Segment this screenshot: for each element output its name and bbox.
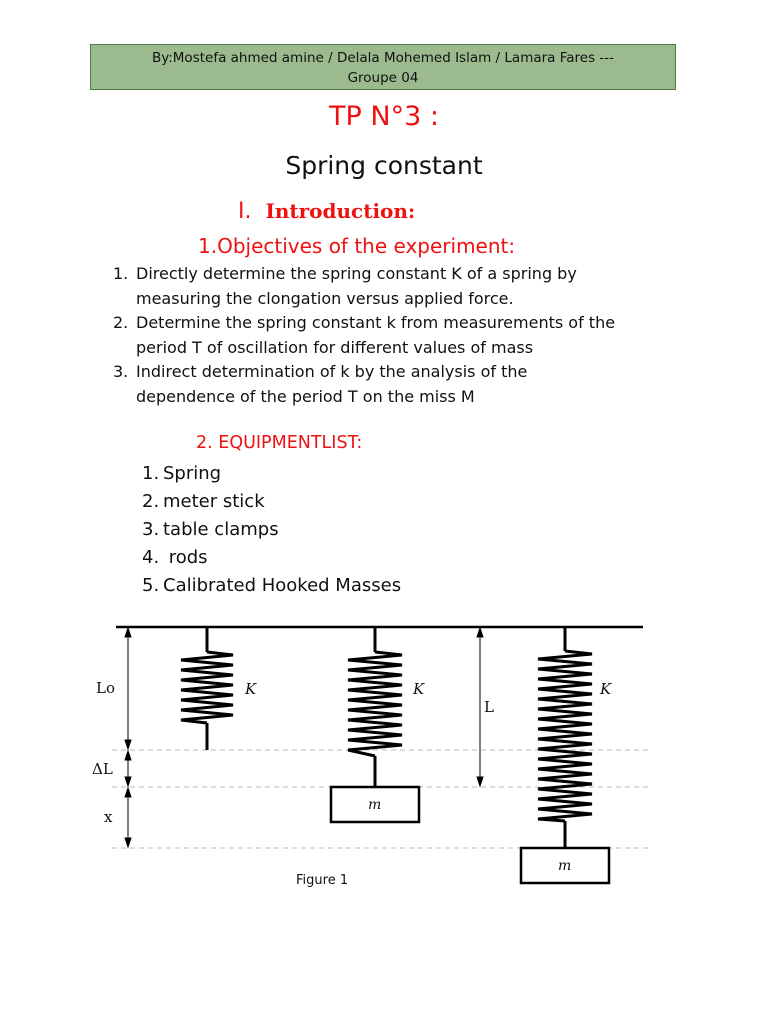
spring-diagram xyxy=(0,612,768,892)
page-title: TP N°3 : xyxy=(329,101,439,132)
objectives-list xyxy=(113,262,683,409)
equipment-label: Calibrated Hooked Masses xyxy=(163,575,402,596)
mass-2-label: m xyxy=(368,797,382,813)
equipment-item xyxy=(142,460,401,488)
spring-3 xyxy=(538,627,592,848)
authors-line-2: Groupe 04 xyxy=(347,70,419,86)
equipment-label: Spring xyxy=(163,463,222,484)
objective-number: 3. xyxy=(113,362,129,381)
section-label: Introduction: xyxy=(265,199,416,223)
equipment-number: 5. xyxy=(142,575,160,596)
length-l-arrow xyxy=(477,628,483,786)
equipment-number: 4. xyxy=(142,547,160,568)
equipment-item xyxy=(142,544,401,572)
authors-line-1: By:Mostefa ahmed amine / Delala Mohemed Islam / Lamara Fares --- xyxy=(151,50,615,66)
equipment-label: rods xyxy=(163,547,208,568)
equipment-number: 2. xyxy=(142,491,160,512)
objective-item-3 xyxy=(113,360,683,409)
section-heading-introduction xyxy=(238,199,415,224)
section-number: I. xyxy=(238,199,252,224)
equipment-item xyxy=(142,488,401,516)
equipment-item xyxy=(142,516,401,544)
objective-item-1 xyxy=(113,262,683,311)
objective-text-line: Determine the spring constant k from measurements of the xyxy=(136,313,616,332)
mass-3-label: m xyxy=(558,858,572,874)
objective-text-line: period T of oscillation for different values of mass xyxy=(136,337,534,357)
equipment-label: meter stick xyxy=(163,491,265,512)
label-l: L xyxy=(484,698,494,716)
page-subtitle: Spring constant xyxy=(285,151,483,180)
equipment-heading: 2. EQUIPMENTLIST: xyxy=(196,433,363,453)
spring-2-constant-label: K xyxy=(413,680,425,698)
label-x: x xyxy=(104,808,113,826)
label-delta-l: ΔL xyxy=(92,760,113,778)
objective-text-line: Directly determine the spring constant K of a spring by xyxy=(136,264,577,283)
spring-3-constant-label: K xyxy=(600,680,612,698)
objective-text-line: Indirect determination of k by the analysis of the xyxy=(136,362,528,381)
equipment-number: 3. xyxy=(142,519,160,540)
equipment-item xyxy=(142,572,401,600)
equipment-label: table clamps xyxy=(163,519,279,540)
left-dimension-arrows xyxy=(125,628,131,847)
label-lo: Lo xyxy=(96,679,115,697)
spring-1-constant-label: K xyxy=(245,680,257,698)
equipment-list xyxy=(142,460,401,600)
objective-text-line: measuring the clongation versus applied force. xyxy=(136,288,514,308)
figure-caption: Figure 1 xyxy=(296,873,349,888)
objectives-heading: 1.Objectives of the experiment: xyxy=(198,234,516,258)
spring-1 xyxy=(181,627,233,750)
objective-number: 2. xyxy=(113,313,129,332)
authors-box xyxy=(90,44,676,90)
spring-2 xyxy=(348,627,402,787)
objective-item-2 xyxy=(113,311,683,360)
objective-text-line: dependence of the period T on the miss M xyxy=(136,386,475,406)
equipment-number: 1. xyxy=(142,463,160,484)
objective-number: 1. xyxy=(113,264,129,283)
